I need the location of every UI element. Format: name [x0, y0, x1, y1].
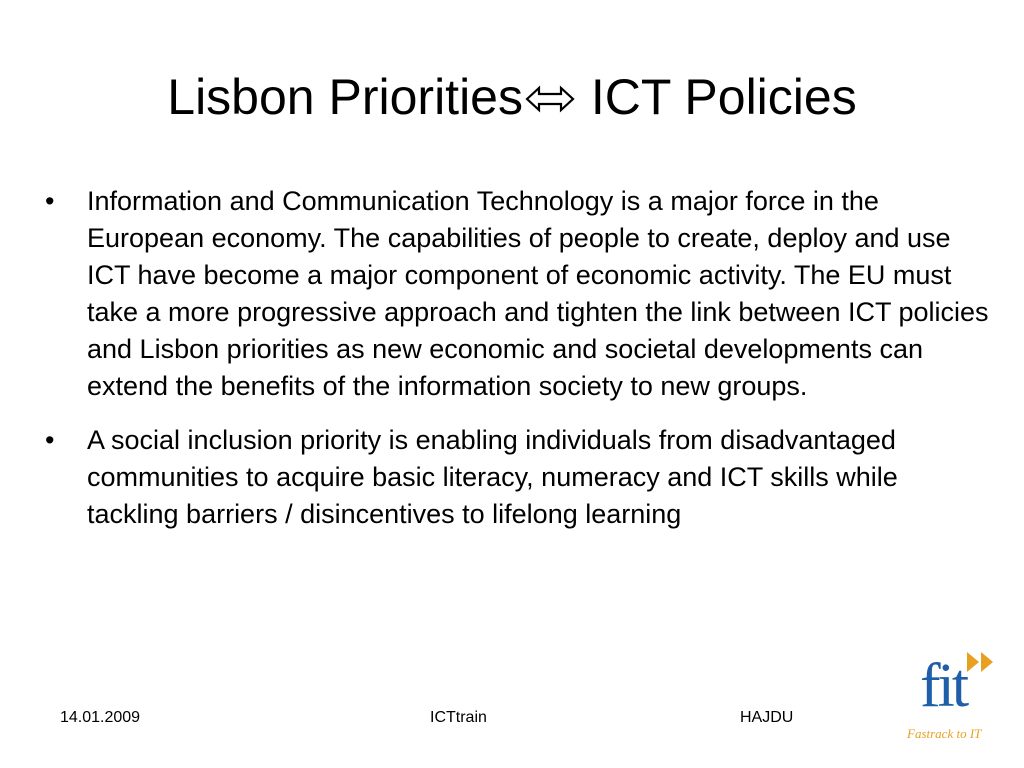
bullet-marker: •	[45, 186, 55, 216]
bullet-item	[45, 183, 990, 405]
logo-wordmark: fit	[920, 652, 967, 720]
title-left: Lisbon Priorities	[167, 69, 523, 125]
footer-author: HAJDU	[740, 709, 794, 726]
bullet-item	[45, 422, 990, 533]
bullet-list	[45, 183, 990, 550]
slide-title	[0, 62, 1024, 132]
double-chevron-icon	[965, 650, 1003, 674]
fit-logo	[905, 650, 1005, 748]
title-right: ICT Policies	[590, 69, 857, 125]
footer-date: 14.01.2009	[60, 709, 141, 726]
bullet-marker: •	[45, 425, 55, 455]
bullet-text: Information and Communication Technology is a major force in the European economy. The capabilities of people to create, deploy and use ICT have become a major component of economic activity. The EU must take a more progressive approach and tighten the link between ICT policies and Lisbon priorities as new economic and societal developments can extend the benefits of the information society to new groups.	[87, 186, 989, 401]
footer-center-text: ICTtrain	[430, 709, 487, 726]
bullet-text: A social inclusion priority is enabling individuals from disadvantaged communities to acquire basic literacy, numeracy and ICT skills while tackling barriers / disincentives to lifelong learning	[87, 425, 898, 529]
left-right-arrow-icon	[525, 84, 575, 114]
logo-tagline: Fastrack to IT	[907, 726, 982, 741]
